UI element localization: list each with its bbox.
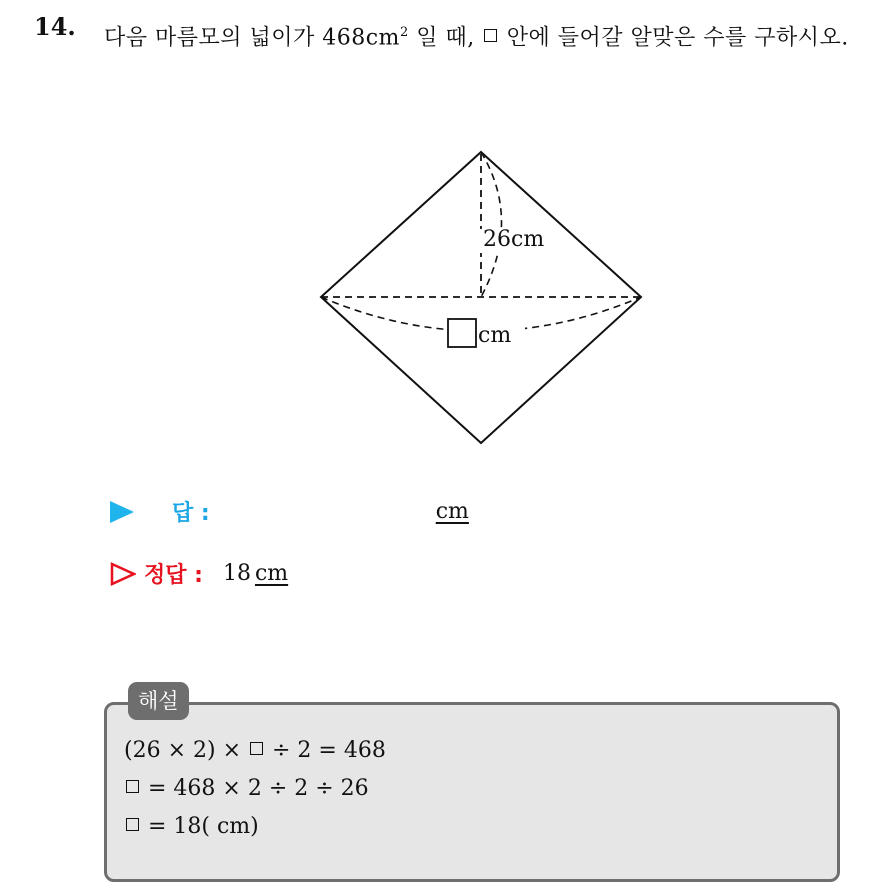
- answer-unit: cm: [435, 499, 469, 524]
- label-cm: cm: [478, 323, 512, 348]
- correct-answer-row: [110, 558, 288, 589]
- height-dimension-arc: [481, 152, 502, 297]
- answer-label: 답 :: [172, 501, 210, 526]
- blank-box-icon: [126, 818, 139, 831]
- question-text: [104, 14, 864, 57]
- explanation-line-3-text: = 18( cm): [141, 814, 259, 839]
- filled-triangle-icon: [110, 501, 134, 523]
- answer-row: [110, 496, 469, 527]
- question-number: 14.: [34, 12, 76, 41]
- question-text-part-1: 다음 마름모의 넓이가 468cm: [104, 25, 400, 51]
- rhombus-figure: [300, 140, 660, 460]
- explanation-line-1-part-2: ÷ 2 = 468: [265, 738, 386, 763]
- question-text-part-3: 안에 들어갈 알맞은 수를 구하시오.: [499, 25, 849, 51]
- exponent: 2: [399, 25, 409, 40]
- correct-answer-value: 18: [222, 561, 251, 586]
- explanation-line-2: [124, 776, 369, 801]
- explanation-line-1: [124, 738, 386, 763]
- blank-box-in-figure: [448, 319, 476, 347]
- explanation-tag: 해설: [128, 682, 189, 720]
- blank-box-icon: [484, 29, 497, 42]
- correct-answer-unit: cm: [254, 561, 289, 586]
- blank-box-icon: [126, 780, 139, 793]
- correct-answer-label: 정답 :: [144, 563, 203, 588]
- explanation-line-1-part-1: (26 × 2) ×: [124, 738, 248, 763]
- outline-triangle-icon: [110, 562, 136, 586]
- blank-box-icon: [250, 742, 263, 755]
- explanation-line-3: [124, 814, 259, 839]
- label-26cm: 26cm: [483, 227, 545, 252]
- question-text-part-2: 일 때,: [408, 25, 483, 51]
- explanation-line-2-text: = 468 × 2 ÷ 2 ÷ 26: [141, 776, 369, 801]
